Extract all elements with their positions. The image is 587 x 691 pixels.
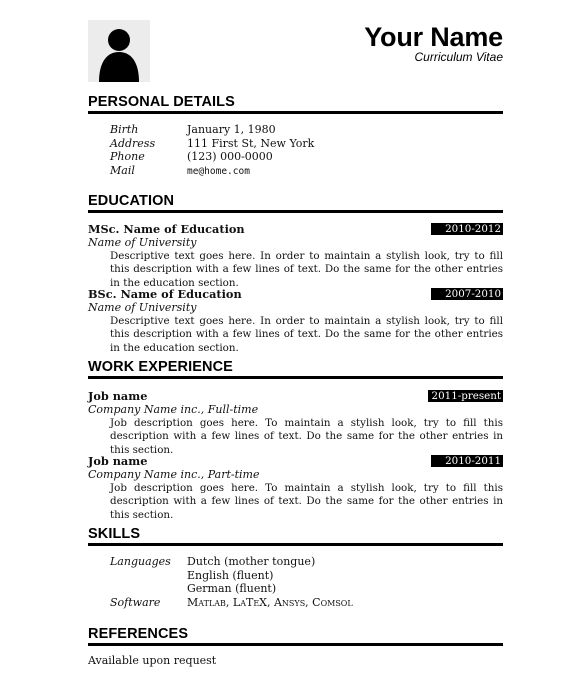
education-entry [88, 222, 503, 290]
detail-label: Mail [110, 163, 135, 177]
section-title: SKILLS [88, 526, 141, 542]
section-rule [88, 643, 503, 646]
email-link[interactable]: me@home.com [187, 165, 250, 177]
detail-label: Phone [110, 150, 145, 164]
software-list: Matlab, LaTeX, Ansys, Comsol [187, 595, 353, 609]
section-personal-details [88, 94, 503, 114]
skills-row-software [110, 596, 410, 610]
detail-label: Address [110, 136, 156, 150]
date-badge: 2010-2011 [431, 455, 503, 467]
entry-title: MSc. Name of Education [88, 222, 245, 236]
detail-value: 111 First St, New York [187, 136, 315, 150]
entry-title: BSc. Name of Education [88, 287, 242, 301]
entry-description: Job description goes here. To maintain a stylish look, try to fill this description with a few lines of text. Do the same for the other entries in this section. [110, 416, 503, 456]
section-rule [88, 111, 503, 114]
section-education [88, 193, 503, 213]
personal-details-list [110, 123, 410, 179]
person-silhouette-icon [88, 20, 150, 82]
detail-label: Birth [110, 123, 139, 136]
entry-description: Job description goes here. To maintain a stylish look, try to fill this description with a few lines of text. Do the same for the other entries in this section. [110, 481, 503, 521]
section-title: WORK EXPERIENCE [88, 359, 233, 375]
section-skills [88, 526, 503, 546]
entry-organization: Company Name inc., Full-time [88, 403, 259, 416]
section-title: REFERENCES [88, 626, 189, 642]
section-rule [88, 210, 503, 213]
date-badge: 2011-present [428, 390, 503, 402]
entry-description: Descriptive text goes here. In order to maintain a stylish look, try to fill this description with a few lines of text. Do the same for the other entries in the education section. [110, 249, 503, 289]
skills-row-languages [110, 555, 410, 596]
cv-subtitle: Curriculum Vitae [414, 50, 503, 64]
education-entry [88, 287, 503, 355]
language-item: English (fluent) [187, 568, 274, 582]
entry-organization: Company Name inc., Part-time [88, 468, 260, 481]
references-text: Available upon request [88, 654, 217, 667]
entry-organization: Name of University [88, 301, 197, 314]
entry-organization: Name of University [88, 236, 197, 249]
section-title: EDUCATION [88, 193, 175, 209]
date-badge: 2007-2010 [431, 288, 503, 300]
skills-label: Software [110, 595, 161, 609]
work-entry [88, 389, 503, 457]
profile-photo-placeholder [88, 20, 150, 82]
cv-name: Your Name [364, 22, 503, 52]
language-item: German (fluent) [187, 582, 277, 595]
skills-label: Languages [110, 555, 171, 568]
section-rule [88, 376, 503, 379]
section-title: PERSONAL DETAILS [88, 94, 235, 110]
section-work-experience [88, 359, 503, 379]
detail-value: January 1, 1980 [187, 123, 276, 136]
entry-description: Descriptive text goes here. In order to maintain a stylish look, try to fill this description with a few lines of text. Do the same for the other entries in the education section. [110, 314, 503, 354]
section-references [88, 626, 503, 646]
language-item: Dutch (mother tongue) [187, 555, 316, 568]
section-rule [88, 543, 503, 546]
work-entry [88, 454, 503, 522]
detail-value: (123) 000-0000 [187, 150, 273, 164]
skills-list [110, 555, 410, 609]
entry-title: Job name [88, 389, 148, 403]
date-badge: 2010-2012 [431, 223, 503, 235]
entry-title: Job name [88, 454, 148, 468]
